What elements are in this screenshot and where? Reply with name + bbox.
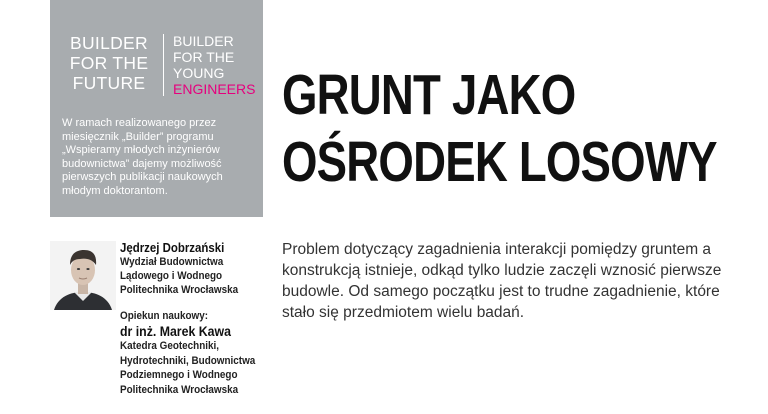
logo-right-line: FOR THE — [173, 49, 235, 65]
supervisor-affiliation-line: Podziemnego i Wodnego — [120, 369, 238, 381]
author-affiliation-line: Lądowego i Wodnego — [120, 270, 223, 282]
headline-line-2: OŚRODEK LOSOWY — [282, 130, 717, 194]
author-affiliation-line: Politechnika Wrocławska — [120, 284, 239, 296]
supervisor-name: dr inż. Marek Kawa — [120, 323, 231, 339]
author-affiliation-line: Wydział Budownictwa — [120, 256, 224, 268]
logo-divider — [163, 34, 164, 96]
supervisor-affiliation-line: Katedra Geotechniki, — [120, 340, 220, 352]
supervisor-block — [120, 309, 280, 397]
builder-for-the-future-logo — [60, 33, 158, 93]
author-photo — [50, 241, 116, 310]
logo-left-line: FOR THE — [69, 53, 149, 73]
logo-left-line: FUTURE — [72, 73, 146, 93]
article-headline — [282, 62, 717, 196]
article-lead-paragraph: Problem dotyczący zagadnienia interakcji pomiędzy gruntem a konstrukcją istnieje, odkąd tylko ludzie zaczęli wznosić pierwsze budowle. Od samego początku jest to trudne zagadnienie, które stało się przedmiotem wielu badań. — [282, 241, 722, 321]
logo-left-line: BUILDER — [70, 33, 148, 53]
headline-line-1: GRUNT JAKO — [282, 63, 576, 127]
program-intro-text: W ramach realizowanego przez miesięcznik „Builder” programu „Wspieramy młodych inżynierów budownictwa” dajemy możliwość pierwszych publikacji naukowych młodym doktorantom. — [62, 117, 223, 197]
author-block — [120, 240, 280, 297]
supervisor-affiliation-line: Hydrotechniki, Budownictwa — [120, 354, 256, 367]
supervisor-affiliation-line: Politechnika Wrocławska — [120, 383, 239, 396]
logo-right-line: BUILDER — [173, 33, 234, 49]
author-name: Jędrzej Dobrzański — [120, 240, 225, 255]
supervisor-label: Opiekun naukowy: — [120, 310, 209, 322]
builder-for-the-young-engineers-logo — [173, 33, 261, 97]
author-portrait — [50, 241, 116, 310]
logo-right-accent-line: ENGINEERS — [173, 81, 256, 97]
logo-right-line: YOUNG — [173, 65, 225, 81]
